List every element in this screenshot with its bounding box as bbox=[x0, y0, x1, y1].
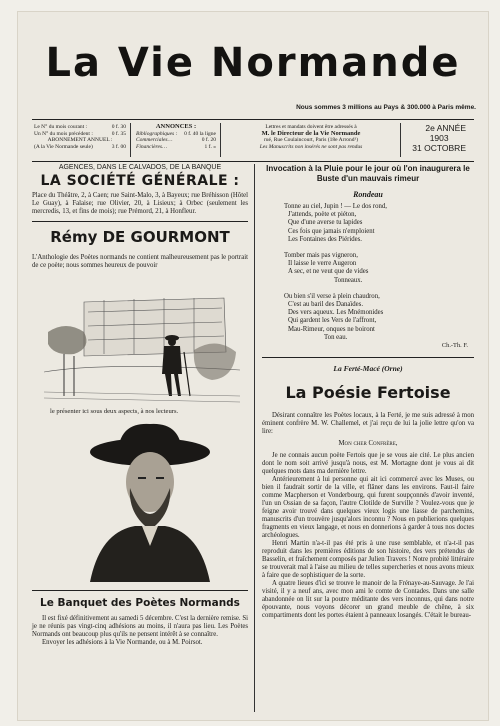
section-rule bbox=[32, 221, 248, 222]
poesie-intro: Désirant connaître les Poètes locaux, à la Ferté, je me suis adressé à mon éminent confrère M. W. Challemel, et j'ai reçu de lui la jolie lettre qu'on va lire: bbox=[262, 412, 474, 436]
banquet-text-2: Envoyer les adhésions à la Vie Normande, ou à M. Poirsot. bbox=[42, 639, 203, 646]
price-row: (A la Vie Normande seule) 3 f. 00 bbox=[34, 143, 126, 150]
price-row: Un N° du mois précédent : 0 f. 35 bbox=[34, 130, 126, 137]
rondeau-title: Rondeau bbox=[353, 190, 383, 199]
poem-line: A sec, et ne veut que de vides bbox=[288, 268, 369, 276]
banquet-title: Le Banquet des Poètes Normands bbox=[40, 597, 240, 609]
direction-line: rué, Rue Coulaincourt, Paris (18e Arrond¹) bbox=[263, 137, 359, 143]
poem-line: Tomber mais pas vigneron, bbox=[284, 252, 358, 260]
letter-paragraph: Je ne connais aucun poète Fertois que je se vous aie cité. Le plus ancien dont le nom soit arrivé jusqu'à nous, est M. Mortagne dont je vous ai dit quelques mots dans ma dernière lettre. bbox=[262, 452, 474, 476]
info-divider bbox=[400, 123, 401, 157]
letter-salutation: Mon cher Confrère, bbox=[338, 440, 398, 448]
direction-line: M. le Directeur de la Vie Normande bbox=[261, 129, 361, 137]
column-divider bbox=[254, 164, 255, 712]
info-divider bbox=[130, 123, 131, 157]
gourmont-caption: le présenter ici sous deux aspects, à nos lecteurs. bbox=[50, 408, 179, 415]
section-rule bbox=[32, 590, 248, 591]
rondeau-poem bbox=[262, 203, 474, 342]
info-divider bbox=[220, 123, 221, 157]
poem-line: Mau-Rimeur, onques ne boiront bbox=[288, 325, 375, 333]
poem-line: Ces fois que jamais n'emploient bbox=[288, 227, 375, 235]
agences-text: Place du Théâtre, 2, à Caen; rue Saint-Malo, 3, à Bayeux; rue Bréhisson (Hôtel Le Guay), à Falaise; rue Olivier, 20, à Lisieux; à Orbec (seulement les mercredis, 13, et fins de mois); rue Prémord, 21, à Honfleur. bbox=[32, 192, 248, 215]
poem-line: Ton eau. bbox=[324, 333, 348, 341]
poem-line: Tonneaux. bbox=[334, 276, 363, 284]
annonces-block bbox=[136, 124, 216, 150]
societe-generale-title: LA SOCIÉTÉ GÉNÉRALE : bbox=[40, 173, 240, 189]
letter-paragraph: Antérieurement à lui personne qui ait ici commercé avec les Muses, ou bien il faudrait sortir de la ville, et flâner dans les environs. Faut-il faire comme Macpherson et Vonderbourg, qui furent soupçonnés d'avoir inventé, l'un un Ossian de sa façon, l'autre Clotilde de Surville ? Voulez-vous que je feigne avoir trouvé dans quelques vieux logis une liasse de parchemins, manuscrits d'un trouvère jusqu'alors inconnu ? Nous en publierions quelques fragments en vieux langage, et nous en donnerions à garder à tous nos doctes archéologues. bbox=[262, 476, 474, 540]
poem-line: Des vers aqueux. Les Mnémonides bbox=[288, 309, 384, 317]
letter-paragraph: A quatre lieues d'ici se trouve le manoir de la Frénaye-au-Sauvage. Je l'ai visité, il y a neuf ans, avec mon ami le comte de Contades. Dans une salle abandonnée on lit sur la poutre méditante des vers inconnus, qui dans notre épouvante, nous voyons décorer un grand meuble de chêne, à six compartiments dont les portes étaient à panneaux losangés. C'était le bureau- bbox=[262, 580, 474, 620]
agences-heading: AGENCES, DANS LE CALVADOS, DE LA BANQUE bbox=[58, 164, 222, 171]
letter-paragraph: Henri Martin n'a-t-il pas été pris à une ruse semblable, et n'a-t-il pas reproduit dans les premières éditions de son histoire, des vers prétendus de Basselin, et fraîchement composés par Julien Travers ! Notre probité littéraire se trouverait mal à l'aise au milieu de telles supercheries et nous avons mieux à faire que de sophistiquer de la sorte. bbox=[262, 540, 474, 580]
info-bottom-rule bbox=[32, 161, 474, 162]
poem-line: Les Fontaines des Piérides. bbox=[288, 235, 362, 243]
poem-line: Ou bien s'il verse à plein chaudron, bbox=[284, 292, 380, 300]
poem-signature: Ch.-Th. F. bbox=[441, 342, 468, 350]
info-bar bbox=[32, 121, 474, 161]
poem-line: Que d'une averse tu lapides bbox=[288, 219, 363, 227]
poem-gap bbox=[284, 285, 474, 293]
poem-line: Qui gardent les Vers de l'affront, bbox=[288, 317, 377, 325]
annonce-row: Bibliographiques : 0 f. 40 la ligne bbox=[136, 130, 216, 137]
issue-year: 1903 bbox=[429, 133, 449, 143]
annonce-row: Financières… 1 f. » bbox=[136, 143, 216, 150]
price-row: ABONNEMENT ANNUEL : bbox=[47, 137, 113, 143]
banquet-section bbox=[32, 590, 248, 647]
poem-line: C'est au baril des Danaïdes. bbox=[288, 301, 364, 309]
annonce-row: Commerciales… 0 f. 20 bbox=[136, 137, 216, 143]
right-column bbox=[262, 164, 474, 620]
banquet-text: Il est fixé définitivement au samedi 5 décembre. C'est la dernière remise. Si je ne réunis pas vingt-cinq adhésions au moins, il n'aura pas lieu. Les Poètes Normands ont beaucoup plus qu'ils ne pensent intérêt à se connaître. bbox=[32, 615, 248, 638]
gourmont-title: Rémy DE GOURMONT bbox=[50, 228, 230, 246]
poem-line: Tonne au ciel, Jupin ! — Le dos rond, bbox=[284, 203, 387, 210]
price-block bbox=[34, 124, 126, 150]
issue-date-block bbox=[412, 123, 466, 153]
newspaper-page bbox=[18, 12, 488, 720]
issue-year-label: 2e ANNÉE bbox=[425, 123, 466, 133]
section-rule bbox=[262, 357, 474, 358]
issue-date: 31 OCTOBRE bbox=[412, 143, 466, 153]
direction-line: Les Manuscrits non insérés ne sont pas rendus bbox=[259, 143, 363, 150]
price-row: Le N° du mois courant : 0 f. 30 bbox=[34, 124, 126, 130]
poem-line: J'attends, poète et piéton, bbox=[288, 211, 357, 219]
poem-gap bbox=[284, 244, 474, 252]
poem-line: Il laisse le verre Augeron bbox=[288, 260, 357, 268]
ferte-line: La Ferté-Macé (Orne) bbox=[333, 364, 403, 374]
street-scene-illustration bbox=[44, 292, 240, 404]
annonces-title: ANNONCES : bbox=[155, 123, 197, 130]
direction-block bbox=[226, 124, 396, 150]
gourmont-text: L'Anthologie des Poètes normands ne contient malheureusement pas le portrait de ce poète; nous sommes heureux de pouvoir bbox=[32, 254, 248, 269]
gourmont-portrait bbox=[80, 422, 220, 582]
top-rule bbox=[32, 119, 474, 120]
poesie-fertoise-title: La Poésie Fertoise bbox=[285, 383, 451, 403]
invocation-title: Invocation à la Pluie pour le jour où l'on inaugurera le Buste d'un mauvais rimeur bbox=[266, 164, 470, 183]
masthead-tagline: Nous sommes 3 millions au Pays & 300.000 à Paris même. bbox=[296, 104, 476, 111]
masthead-title: La Vie Normande bbox=[45, 40, 461, 86]
left-column bbox=[32, 164, 248, 270]
direction-line: Lettres et mandats doivent être adressés à bbox=[265, 124, 357, 130]
